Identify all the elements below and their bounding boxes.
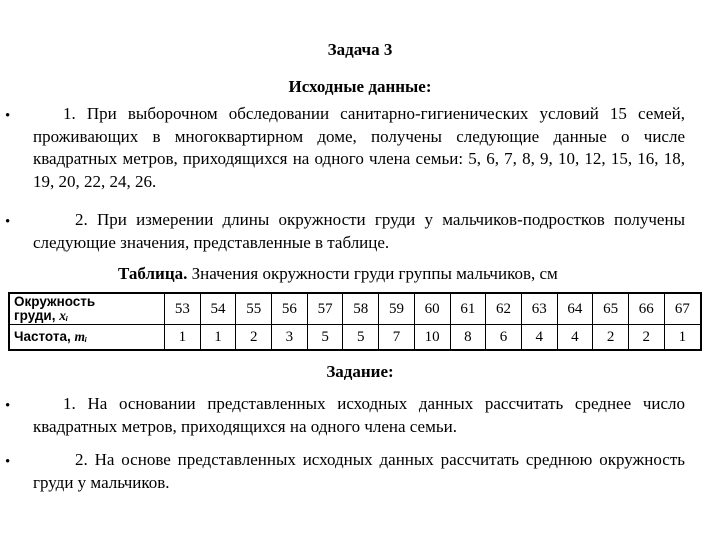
input-data-heading: Исходные данные: bbox=[288, 77, 432, 96]
header-label: груди, bbox=[14, 308, 56, 323]
row-header-circumference bbox=[9, 293, 165, 325]
input-item-2 bbox=[33, 209, 685, 254]
table-cell: 2 bbox=[593, 325, 629, 351]
table-cell: 10 bbox=[414, 325, 450, 351]
table-cell: 64 bbox=[557, 293, 593, 325]
task-title: Задача 3 bbox=[327, 40, 393, 59]
table-cell: 67 bbox=[664, 293, 701, 325]
table-cell: 2 bbox=[628, 325, 664, 351]
header-label: Окружность bbox=[14, 294, 96, 309]
item-number: 1. bbox=[63, 394, 76, 413]
task-heading: Задание: bbox=[326, 362, 394, 381]
item-text: При измерении длины окружности груди у мальчиков-подростков получены следующие значения, представленные в таблице. bbox=[33, 210, 686, 252]
table-cell: 7 bbox=[379, 325, 415, 351]
chest-circumference-table bbox=[8, 292, 702, 351]
task-item-1 bbox=[33, 393, 685, 438]
table-cell: 62 bbox=[486, 293, 522, 325]
table-cell: 66 bbox=[628, 293, 664, 325]
table-row bbox=[9, 293, 701, 325]
table-row bbox=[9, 325, 701, 351]
table-cell: 1 bbox=[200, 325, 236, 351]
table-cell: 58 bbox=[343, 293, 379, 325]
bullet: • bbox=[5, 398, 11, 414]
item-number: 2. bbox=[75, 450, 88, 469]
item-text: На основании представленных исходных данных рассчитать среднее число квадратных метров, приходящихся на одного члена семьи. bbox=[33, 394, 685, 436]
header-symbol: xᵢ bbox=[59, 308, 69, 323]
caption-label: Таблица. bbox=[118, 264, 188, 283]
table-cell: 5 bbox=[343, 325, 379, 351]
item-text: На основе представленных исходных данных рассчитать среднюю окружность груди у мальчиков. bbox=[33, 450, 686, 492]
bullet: • bbox=[5, 454, 11, 470]
table-cell: 65 bbox=[593, 293, 629, 325]
caption-text: Значения окружности груди группы мальчиков, см bbox=[191, 264, 558, 283]
table-cell: 4 bbox=[557, 325, 593, 351]
table-cell: 6 bbox=[486, 325, 522, 351]
table-cell: 2 bbox=[236, 325, 272, 351]
task-item-2 bbox=[33, 449, 685, 494]
table-cell: 54 bbox=[200, 293, 236, 325]
bullet: • bbox=[5, 214, 11, 230]
header-symbol: mᵢ bbox=[74, 329, 88, 344]
table-cell: 1 bbox=[165, 325, 201, 351]
table-cell: 1 bbox=[664, 325, 701, 351]
table-cell: 60 bbox=[414, 293, 450, 325]
input-item-1 bbox=[33, 103, 685, 193]
table-cell: 55 bbox=[236, 293, 272, 325]
table-cell: 8 bbox=[450, 325, 486, 351]
item-number: 1. bbox=[63, 104, 76, 123]
bullet: • bbox=[5, 108, 11, 124]
header-label: Частота, bbox=[14, 329, 71, 344]
table-cell: 3 bbox=[272, 325, 308, 351]
table-cell: 63 bbox=[521, 293, 557, 325]
item-text: При выборочном обследовании санитарно-гигиенических условий 15 семей, проживающих в многоквартирном доме, получены следующие данные о числе квадратных метров, приходящихся на одного члена семьи: 5, 6, 7, 8, 9, 10, 12, 15, 16, 18, 19, 20, 22, 24, 26. bbox=[33, 104, 686, 191]
row-header-frequency bbox=[9, 325, 165, 351]
item-number: 2. bbox=[75, 210, 88, 229]
table-cell: 4 bbox=[521, 325, 557, 351]
table-cell: 57 bbox=[307, 293, 343, 325]
table-cell: 53 bbox=[165, 293, 201, 325]
table-cell: 56 bbox=[272, 293, 308, 325]
table-cell: 61 bbox=[450, 293, 486, 325]
table-caption bbox=[118, 264, 558, 284]
table-cell: 59 bbox=[379, 293, 415, 325]
table-cell: 5 bbox=[307, 325, 343, 351]
